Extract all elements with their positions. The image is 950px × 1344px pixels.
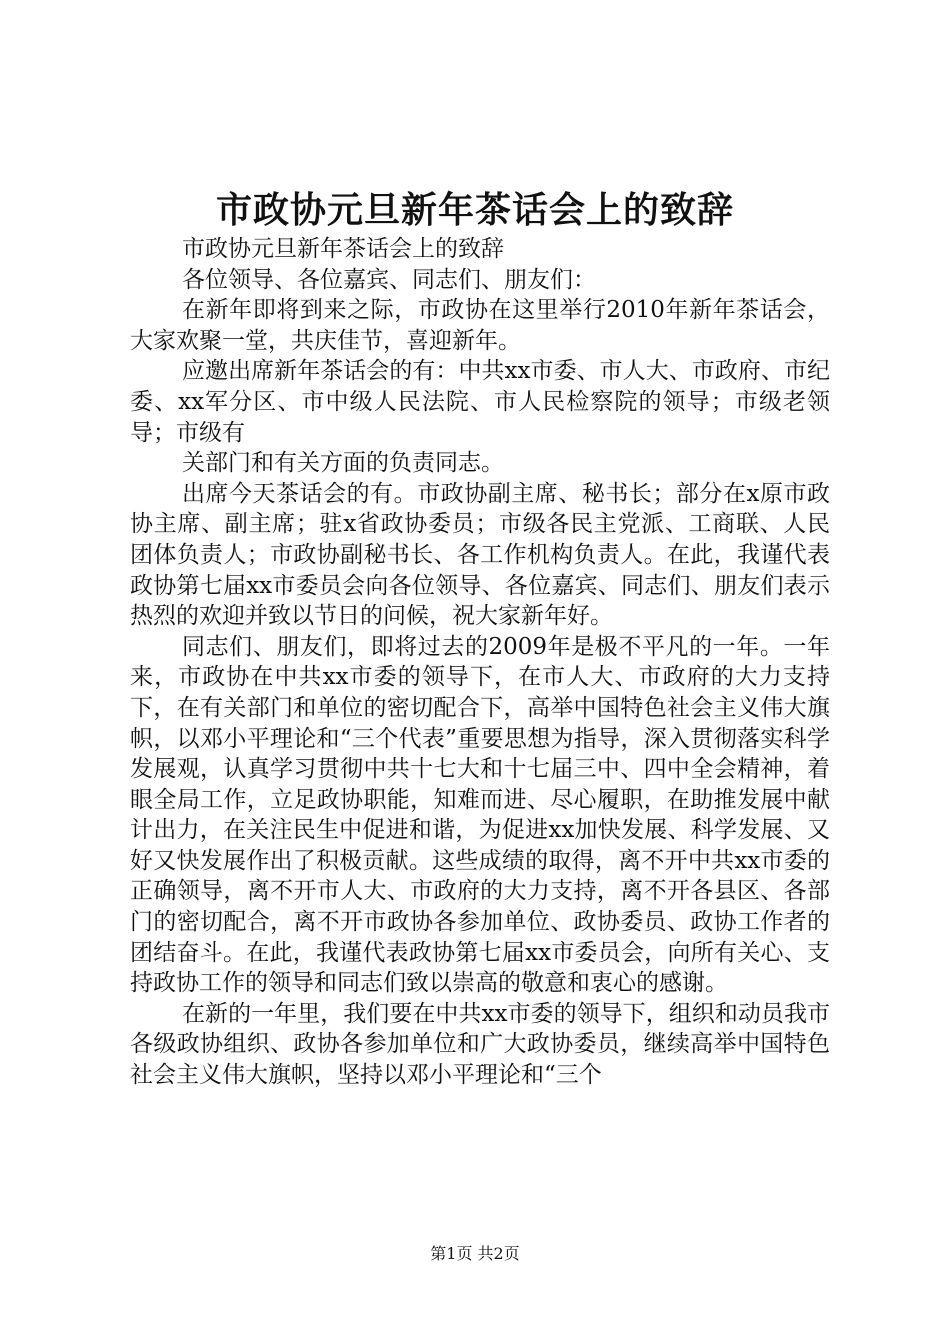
paragraph-salutation: 各位领导、各位嘉宾、同志们、朋友们：	[182, 266, 596, 293]
paragraph-heading-repeat: 市政协元旦新年茶话会上的致辞	[182, 236, 504, 262]
paragraph-outlook: 在新的一年里，我们要在中共xx市委的领导下，组织和动员我市各级政协组织、政协各参加单位和广大政协委员，继续高举中国特色社会主义伟大旗帜，坚持以邓小平理论和“三个	[130, 1000, 830, 1089]
paragraph-opening: 在新年即将到来之际，市政协在这里举行2010年新年茶话会，大家欢聚一堂，共庆佳节，喜迎新年。	[130, 297, 830, 354]
paragraph-invited-guests-continued: 关部门和有关方面的负责同志。	[182, 450, 504, 477]
paragraph-invited-guests: 应邀出席新年茶话会的有：中共xx市委、市人大、市政府、市纪委、xx军分区、市中级人民法院、市人民检察院的领导；市级老领导；市级有	[130, 358, 830, 446]
paragraph-attendees: 出席今天茶话会的有。市政协副主席、秘书长；部分在x原市政协主席、副主席；驻x省政协委员；市级各民主党派、工商联、人民团体负责人；市政协副秘书长、各工作机构负责人。在此，我谨代表政协第七届xx市委员会向各位领导、各位嘉宾、同志们、朋友们表示热烈的欢迎并致以节日的问候，祝大家新年好。	[130, 480, 830, 630]
document-body	[130, 234, 830, 1091]
page-title: 市政协元旦新年茶话会上的致辞	[215, 189, 734, 231]
paragraph-review: 同志们、朋友们，即将过去的2009年是极不平凡的一年。一年来，市政协在中共xx市委的领导下，在市人大、市政府的大力支持下，在有关部门和单位的密切配合下，高举中国特色社会主义伟大旗帜，以邓小平理论和“三个代表”重要思想为指导，深入贯彻落实科学发展观，认真学习贯彻中共十七大和十七届三中、四中全会精神，着眼全局工作，立足政协职能，知难而进、尽心履职，在助推发展中献计出力，在关注民生中促进和谐，为促进xx加快发展、科学发展、又好又快发展作出了积极贡献。这些成绩的取得，离不开中共xx市委的正确领导，离不开市人大、市政府的大力支持，离不开各县区、各部门的密切配合，离不开市政协各参加单位、政协委员、政协工作者的团结奋斗。在此，我谨代表政协第七届xx市委员会，向所有关心、支持政协工作的领导和同志们致以崇高的敬意和衷心的感谢。	[130, 633, 830, 997]
page-footer: 第1页 共2页	[430, 1244, 520, 1263]
